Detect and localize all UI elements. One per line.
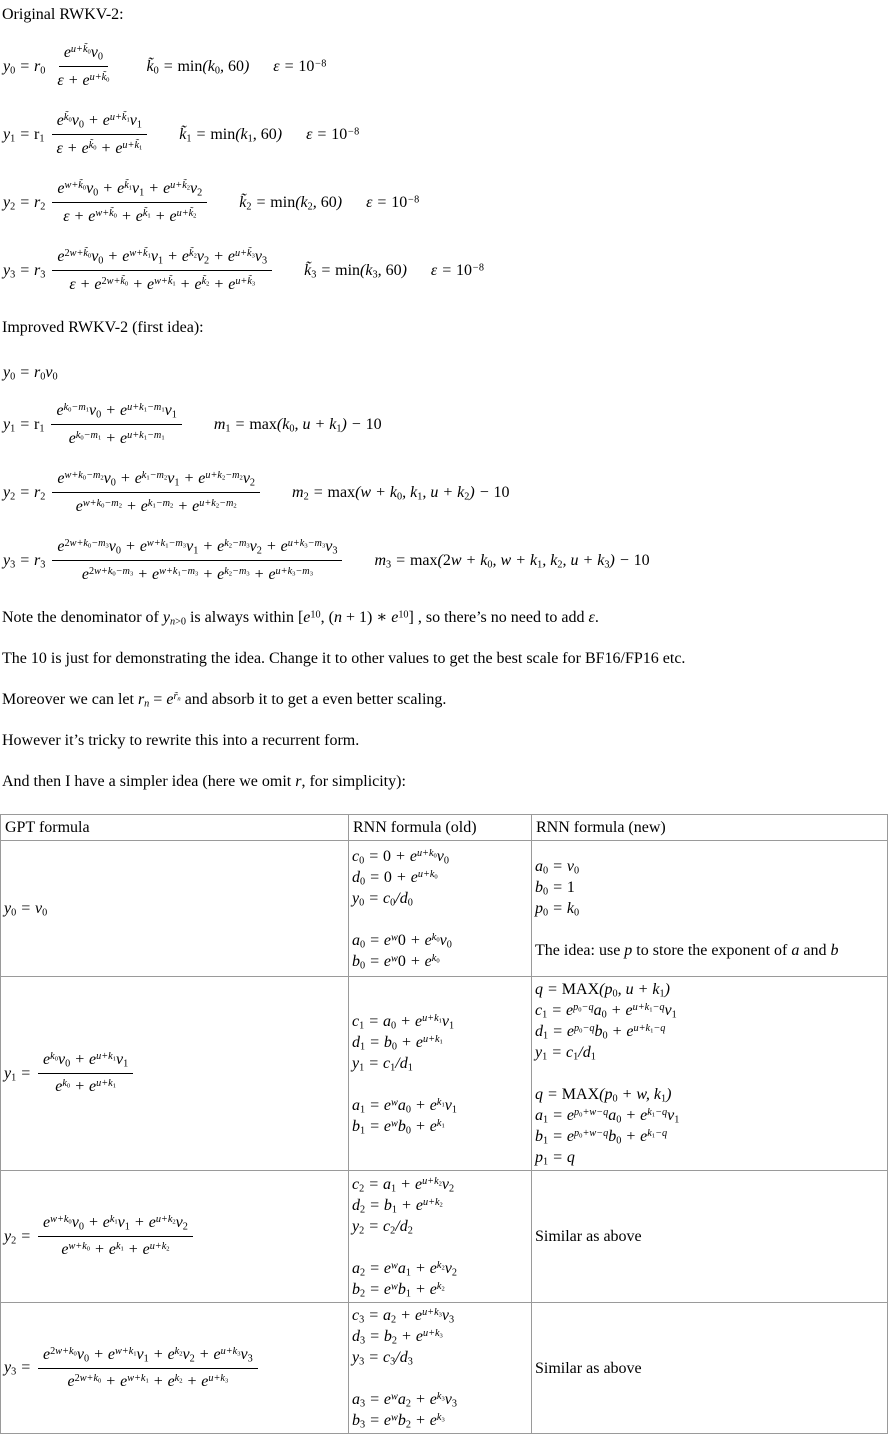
table-header-row [1, 815, 888, 841]
equation-epsilon-note: $\varepsilon = 10^{-8}$ [366, 193, 420, 211]
equation-lhs: $y_3 = r_3$ [3, 551, 46, 570]
math-line: $c_1 = e^{p_0-q}a_0 + e^{u+k_1-q}v_1$ [535, 1002, 677, 1021]
math-line: $b_0 = 1$ [535, 879, 575, 898]
equation-fraction [52, 176, 207, 229]
text-line: The idea: use p to store the exponent of a and b [535, 942, 839, 959]
math-line: $a_2 = e^wa_1 + e^{k_2}v_2$ [352, 1259, 457, 1278]
row-y2 [1, 1171, 888, 1303]
blank-line [535, 1063, 884, 1084]
equation-fraction [38, 1048, 133, 1099]
fraction-numerator: $e^{u+k̃_0}v_0$ [59, 40, 108, 67]
eq-improved-y1 [3, 398, 888, 451]
cell-old-row-y1 [349, 977, 532, 1171]
math-line: $d_2 = b_1 + e^{u+k_2}$ [352, 1196, 443, 1215]
math-line: $a_3 = e^wa_2 + e^{k_3}v_3$ [352, 1391, 457, 1410]
fraction-denominator: $e^{w+k_0-m_2} + e^{k_1-m_2} + e^{u+k_2-m_2}$ [75, 498, 237, 515]
equation-epsilon-note: $\varepsilon = 10^{-8}$ [430, 261, 485, 279]
math-line: $d_1 = b_0 + e^{u+k_1}$ [352, 1033, 443, 1052]
equation-fraction [52, 534, 342, 587]
blank-line [352, 1237, 528, 1258]
fraction-denominator: $e^{2w+k_0-m_3} + e^{w+k_1-m_3} + e^{k_2-m_3} + e^{u+k_3-m_3}$ [81, 566, 313, 583]
cell-new-row-y0 [532, 841, 888, 977]
math-line: $q = MAX(p_0 + w$, $k_1$) [535, 1086, 672, 1105]
equation-side-condition: $m_3 = \max(2w + k_0$, $w + k_1$, $k_2$, $u + k_3) - 10$ [374, 551, 650, 570]
cell-gpt-row-y2 [1, 1171, 349, 1303]
math-line: $y_1 = c_1/d_1$ [352, 1054, 413, 1073]
col-header-rnn-formula-old: RNN formula (old) [349, 815, 532, 841]
gpt-fraction-line [4, 1211, 345, 1262]
text-line: Similar as above [535, 1359, 642, 1377]
equation-side-condition: $k̃_2 = \min(k_2$, 60) [239, 193, 343, 212]
equation-side-condition: $k̃_3 = \min(k_3$, 60) [304, 261, 407, 280]
heading-original-rwkv2: Original RWKV-2: [2, 6, 124, 23]
fraction-denominator: $e^{2w+k_0} + e^{w+k_1} + e^{k_2} + e^{u+k_3}$ [67, 1372, 229, 1390]
fraction-numerator: $e^{k_0}v_0 + e^{u+k_1}v_1$ [38, 1048, 133, 1074]
para-scale-note: The 10 is just for demonstrating the idea. Change it to other values to get the best scale for BF16/FP16 etc. [2, 650, 686, 667]
equation-fraction [51, 108, 147, 161]
cell-new-row-y1 [532, 977, 888, 1171]
math-line: $y_0 = c_0/d_0$ [352, 889, 413, 908]
equation-side-condition: $m_2 = \max(w + k_0$, $k_1$, $u + k_2) - 10$ [292, 483, 510, 502]
cell-gpt-row-y3 [1, 1303, 349, 1434]
fraction-numerator: $e^{w+k_0}v_0 + e^{k_1}v_1 + e^{u+k_2}v_2$ [38, 1211, 193, 1237]
text-line: Similar as above [535, 1228, 642, 1245]
cell-gpt-row-y0 [1, 841, 349, 977]
math-line: $p_0 = k_0$ [535, 900, 580, 919]
cell-old-row-y2 [349, 1171, 532, 1303]
blank-line [535, 919, 884, 940]
math-line: $p_1 = q$ [535, 1149, 575, 1168]
math-line: $a_1 = e^{p_0+w-q}a_0 + e^{k_1-q}v_1$ [535, 1107, 680, 1126]
fraction-denominator: $e^{k_0-m_1} + e^{u+k_1-m_1}$ [68, 430, 165, 447]
eq-improved-y2 [3, 466, 888, 519]
math-line: $d_1 = e^{p_0-q}b_0 + e^{u+k_1-q}$ [535, 1023, 666, 1042]
math-line: $y_1 = c_1/d_1$ [535, 1044, 596, 1063]
equation-lhs: $y_3$ = [4, 1359, 32, 1378]
math-line: $y_3 = c_3/d_3$ [352, 1349, 413, 1368]
equation-fraction [52, 244, 272, 297]
equation-lhs: $y_2 = r_2$ [3, 193, 46, 212]
equation-epsilon-note: $\varepsilon = 10^{-8}$ [273, 57, 327, 75]
blank-line [352, 1074, 528, 1095]
fraction-denominator: $\varepsilon + e^{u+k̃_0}$ [57, 72, 110, 89]
fraction-numerator: $e^{2w+k_0}v_0 + e^{w+k_1}v_1 + e^{k_2}v_2 + e^{u+k_3}v_3$ [38, 1343, 258, 1369]
math-line: $b_1 = e^wb_0 + e^{k_1}$ [352, 1117, 445, 1136]
row-y1 [1, 977, 888, 1171]
fraction-numerator: $e^{k_0-m_1}v_0 + e^{u+k_1-m_1}v_1$ [51, 398, 181, 425]
fraction-denominator: $\varepsilon + e^{2w+k̃_0} + e^{w+k̃_1} + e^{k̃_2} + e^{u+k̃_3}$ [69, 276, 256, 293]
fraction-numerator: $e^{2w+k̃_0}v_0 + e^{w+k̃_1}v_1 + e^{k̃_2}v_2 + e^{u+k̃_3}v_3$ [52, 244, 272, 271]
equation-fraction [52, 40, 114, 93]
equation-fraction [38, 1211, 193, 1262]
para-tricky-note: However it’s tricky to rewrite this into a recurrent form. [2, 732, 360, 749]
para-simpler-idea: And then I have a simpler idea (here we omit r, for simplicity): [2, 773, 406, 790]
fraction-denominator: $e^{k_0} + e^{u+k_1}$ [55, 1078, 116, 1095]
gpt-fraction-line [4, 1343, 345, 1394]
row-y3 [1, 1303, 888, 1434]
col-header-rnn-formula-new: RNN formula (new) [532, 815, 888, 841]
fraction-numerator: $e^{w+k̃_0}v_0 + e^{k̃_1}v_1 + e^{u+k̃_2}v_2$ [52, 176, 207, 203]
math-line: $y_0 = v_0$ [4, 900, 48, 919]
equation-lhs: $y_3 = r_3$ [3, 261, 46, 280]
heading-improved-rwkv2: Improved RWKV-2 (first idea): [2, 319, 204, 336]
equation-lhs: $y_2 = r_2$ [3, 483, 46, 502]
math-line: $b_2 = e^wb_1 + e^{k_2}$ [352, 1280, 445, 1299]
math-line: $a_1 = e^wa_0 + e^{k_1}v_1$ [352, 1096, 457, 1115]
equation-fraction [38, 1343, 258, 1394]
math-line: $d_0 = 0 + e^{u+k_0}$ [352, 868, 438, 887]
fraction-numerator: $e^{w+k_0-m_2}v_0 + e^{k_1-m_2}v_1 + e^{u+k_2-m_2}v_2$ [52, 466, 260, 493]
eq-original-y2 [3, 176, 888, 229]
eq-improved-y3 [3, 534, 888, 587]
math-line: $c_0 = 0 + e^{u+k_0}v_0$ [352, 847, 450, 866]
math-line: $q = MAX(p_0$, $u + k_1$) [535, 981, 670, 1000]
math-line: $b_3 = e^wb_2 + e^{k_3}$ [352, 1412, 445, 1431]
cell-old-row-y3 [349, 1303, 532, 1434]
math-line: $a_0 = v_0$ [535, 858, 580, 877]
equation-fraction [52, 466, 260, 519]
math-line: $d_3 = b_2 + e^{u+k_3}$ [352, 1328, 443, 1347]
math-line: $c_2 = a_1 + e^{u+k_2}v_2$ [352, 1175, 455, 1194]
math-line: $b_0 = e^w0 + e^{k_0}$ [352, 952, 440, 971]
gpt-fraction-line [4, 1048, 345, 1099]
math-line: $y_2 = c_2/d_2$ [352, 1217, 413, 1236]
equation-epsilon-note: $\varepsilon = 10^{-8}$ [306, 125, 360, 143]
eq-original-y0 [3, 40, 888, 93]
eq-improved-y0: $y_0 = r_0v_0$ [3, 364, 58, 383]
equation-lhs: $y_1 = r_1$ [3, 125, 45, 144]
col-header-gpt-formula: GPT formula [1, 815, 349, 841]
math-line: $a_0 = e^w0 + e^{k_0}v_0$ [352, 931, 452, 950]
cell-gpt-row-y1 [1, 977, 349, 1171]
blank-line [352, 909, 528, 930]
eq-original-y3 [3, 244, 888, 297]
equation-lhs: $y_2$ = [4, 1227, 32, 1246]
fraction-denominator: $\varepsilon + e^{w+k̃_0} + e^{k̃_1} + e^{u+k̃_2}$ [63, 208, 197, 225]
fraction-denominator: $e^{w+k_0} + e^{k_1} + e^{u+k_2}$ [61, 1241, 170, 1258]
cell-new-row-y3 [532, 1303, 888, 1434]
equation-side-condition: $m_1 = \max(k_0$, $u + k_1) - 10$ [213, 415, 382, 434]
equation-side-condition: $k̃_0 = \min(k_0$, 60) [146, 57, 250, 76]
equation-lhs: $y_1 = r_1$ [3, 415, 45, 434]
fraction-numerator: $e^{k̃_0}v_0 + e^{u+k̃_1}v_1$ [52, 108, 147, 135]
math-line: $c_3 = a_2 + e^{u+k_3}v_3$ [352, 1307, 455, 1326]
eq-original-y1 [3, 108, 888, 161]
fraction-denominator: $\varepsilon + e^{k̃_0} + e^{u+k̃_1}$ [56, 140, 143, 157]
cell-old-row-y0 [349, 841, 532, 977]
row-y0 [1, 841, 888, 977]
equation-lhs: $y_1$ = [4, 1064, 32, 1083]
fraction-numerator: $e^{2w+k_0-m_3}v_0 + e^{w+k_1-m_3}v_1 + e^{k_2-m_3}v_2 + e^{u+k_3-m_3}v_3$ [52, 534, 342, 561]
comparison-table [0, 814, 888, 1434]
equation-side-condition: $k̃_1 = \min(k_1$, 60) [179, 125, 283, 144]
math-line: $c_1 = a_0 + e^{u+k_1}v_1$ [352, 1012, 455, 1031]
math-line: $b_1 = e^{p_0+w-q}b_0 + e^{k_1-q}$ [535, 1128, 668, 1147]
equation-lhs: $y_0 = r_0$ [3, 57, 46, 76]
para-denominator-note: Note the denominator of $y_{n>0}$ is always within [$e^{10}$, (n + 1) ∗ $e^{10}$] , so there’s no need to add ε. [2, 609, 599, 628]
cell-new-row-y2 [532, 1171, 888, 1303]
equation-fraction [51, 398, 181, 451]
blank-line [352, 1368, 528, 1389]
para-absorb-note: Moreover we can let $r_n = e^{r̃_n}$ and absorb it to get a even better scaling. [2, 691, 447, 710]
